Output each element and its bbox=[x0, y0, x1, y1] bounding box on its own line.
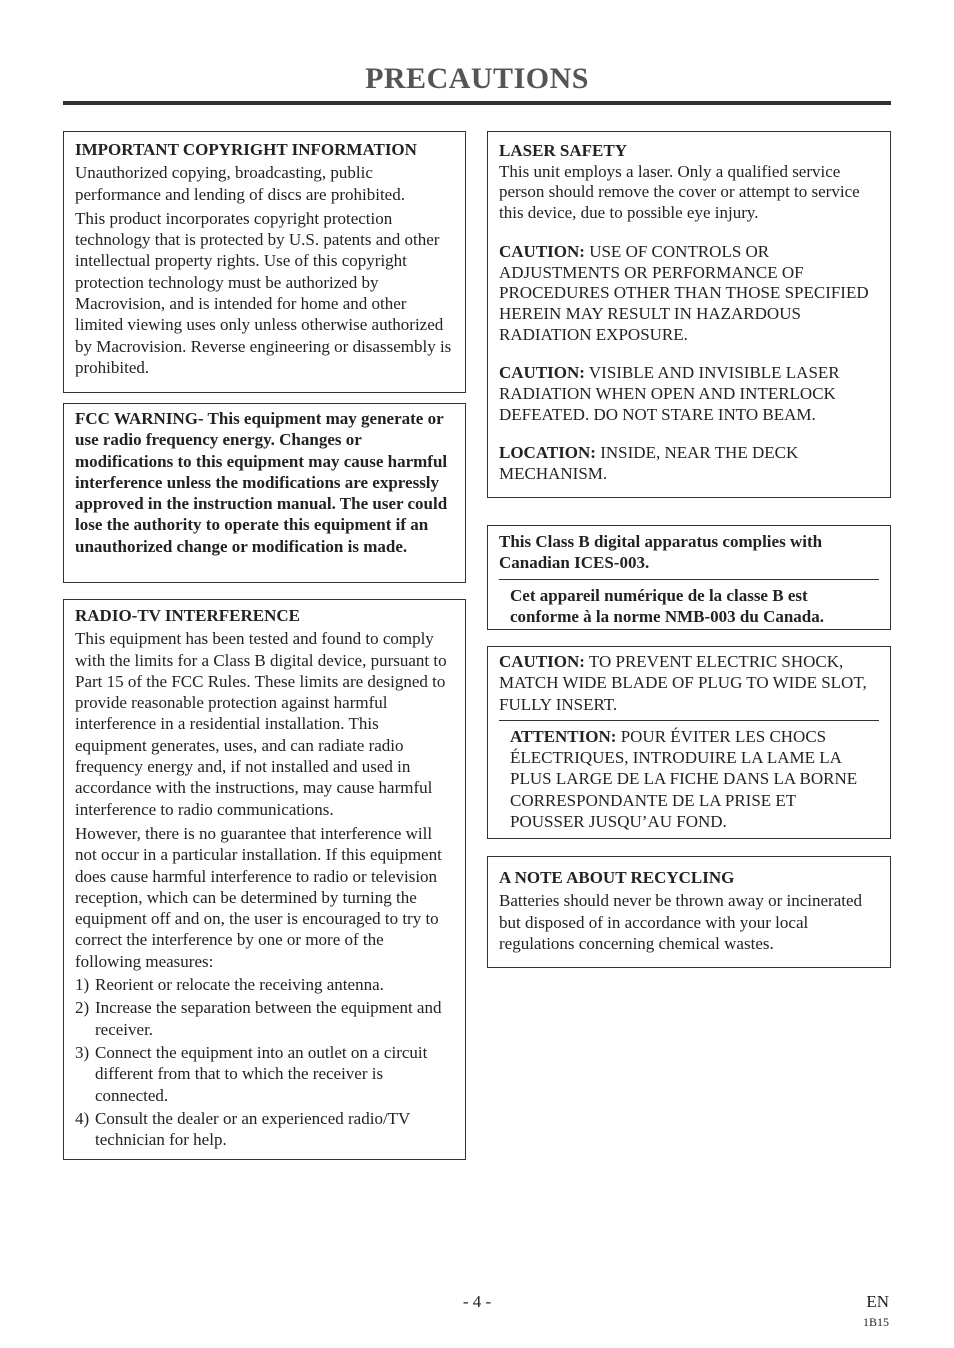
laser-safety-box bbox=[487, 131, 891, 498]
shock-attention: ATTENTION: POUR ÉVITER LES CHOCS ÉLECTRIQUES, INTRODUIRE LA LAME LA PLUS LARGE DE LA FICHE DANS LA BORNE CORRESPONDANTE DE LA PRISE ET POUSSER JUSQU’AU FOND. bbox=[499, 720, 879, 838]
class-b-box bbox=[487, 525, 891, 630]
class-b-french: Cet appareil numérique de la classe B est conforme à la norme NMB-003 du Canada. bbox=[499, 579, 879, 634]
language-code: EN bbox=[866, 1292, 889, 1311]
title-rule bbox=[63, 101, 891, 105]
interference-measures-list bbox=[75, 974, 454, 1150]
recycling-heading: A NOTE ABOUT RECYCLING bbox=[499, 868, 735, 887]
copyright-paragraph-2: This product incorporates copyright protection technology that is protected by U.S. patents and other intellectual property rights. Use of this copyright protection technology must be authorized by Macrovision, and is intended for home and other limited viewing uses only unless otherwise authorized by Macrovision. Reverse engineering or disassembly is prohibited. bbox=[75, 208, 452, 377]
electric-shock-box bbox=[487, 646, 891, 839]
radio-tv-paragraph-2: However, there is no guarantee that interference will not occur in a particular installation. If this equipment does cause harmful interference to radio or television reception, which can be determined by turning the equipment off and on, the user is encouraged to try to correct the interference by one or more of the following measures: bbox=[75, 823, 442, 971]
list-item: 2) Increase the separation between the equipment and receiver. bbox=[75, 998, 442, 1039]
laser-caution-1: CAUTION: USE OF CONTROLS OR ADJUSTMENTS OR PERFORMANCE OF PROCEDURES OTHER THAN THOSE SPECIFIED HEREIN MAY RESULT IN HAZARDOUS RADIATION EXPOSURE. bbox=[499, 241, 869, 344]
copyright-box bbox=[63, 131, 466, 393]
laser-safety-paragraph: This unit employs a laser. Only a qualified service person should remove the cover or attempt to service this device, due to possible eye injury. bbox=[499, 161, 860, 223]
document-code: 1B15 bbox=[862, 1315, 889, 1329]
page-title: PRECAUTIONS bbox=[365, 62, 589, 95]
fcc-warning-text: FCC WARNING- This equipment may generate or use radio frequency energy. Changes or modifications to this equipment may cause harmful interference unless the modifications are expressly approved in the instruction manual. The user could lose the authority to operate this equipment if an unauthorized change or modification is made. bbox=[75, 409, 448, 556]
radio-tv-box bbox=[63, 599, 466, 1160]
copyright-heading: IMPORTANT COPYRIGHT INFORMATION bbox=[75, 140, 417, 159]
laser-location: LOCATION: INSIDE, NEAR THE DECK MECHANISM. bbox=[499, 443, 799, 484]
list-item: 4) Consult the dealer or an experienced radio/TV technician for help. bbox=[75, 1108, 411, 1150]
copyright-paragraph-1: Unauthorized copying, broadcasting, public performance and lending of discs are prohibited. bbox=[75, 163, 405, 204]
recycling-box bbox=[487, 856, 891, 968]
list-item: 3) Connect the equipment into an outlet on a circuit different from that to which the receiver is connected. bbox=[75, 1042, 428, 1105]
laser-caution-2: CAUTION: VISIBLE AND INVISIBLE LASER RADIATION WHEN OPEN AND INTERLOCK DEFEATED. DO NOT STARE INTO BEAM. bbox=[499, 363, 840, 424]
recycling-text: Batteries should never be thrown away or incinerated but disposed of in accordance with your local regulations concerning chemical wastes. bbox=[499, 891, 863, 953]
class-b-english: This Class B digital apparatus complies with Canadian ICES-003. bbox=[499, 532, 823, 573]
shock-caution: CAUTION: TO PREVENT ELECTRIC SHOCK, MATCH WIDE BLADE OF PLUG TO WIDE SLOT, FULLY INSERT. bbox=[499, 652, 867, 714]
page-number: - 4 - bbox=[462, 1292, 492, 1311]
list-item: 1) Reorient or relocate the receiving antenna. bbox=[75, 975, 384, 995]
radio-tv-heading: RADIO-TV INTERFERENCE bbox=[75, 606, 300, 625]
fcc-warning-box bbox=[63, 403, 466, 583]
laser-safety-heading: LASER SAFETY bbox=[499, 141, 628, 160]
radio-tv-paragraph-1: This equipment has been tested and found to comply with the limits for a Class B digital device, pursuant to Part 15 of the FCC Rules. These limits are designed to provide reasonable protection against harmful interference in a residential installation. This equipment generates, uses, and can radiate radio frequency energy and, if not installed and used in accordance with the instructions, may cause harmful interference to radio communications. bbox=[75, 629, 447, 819]
